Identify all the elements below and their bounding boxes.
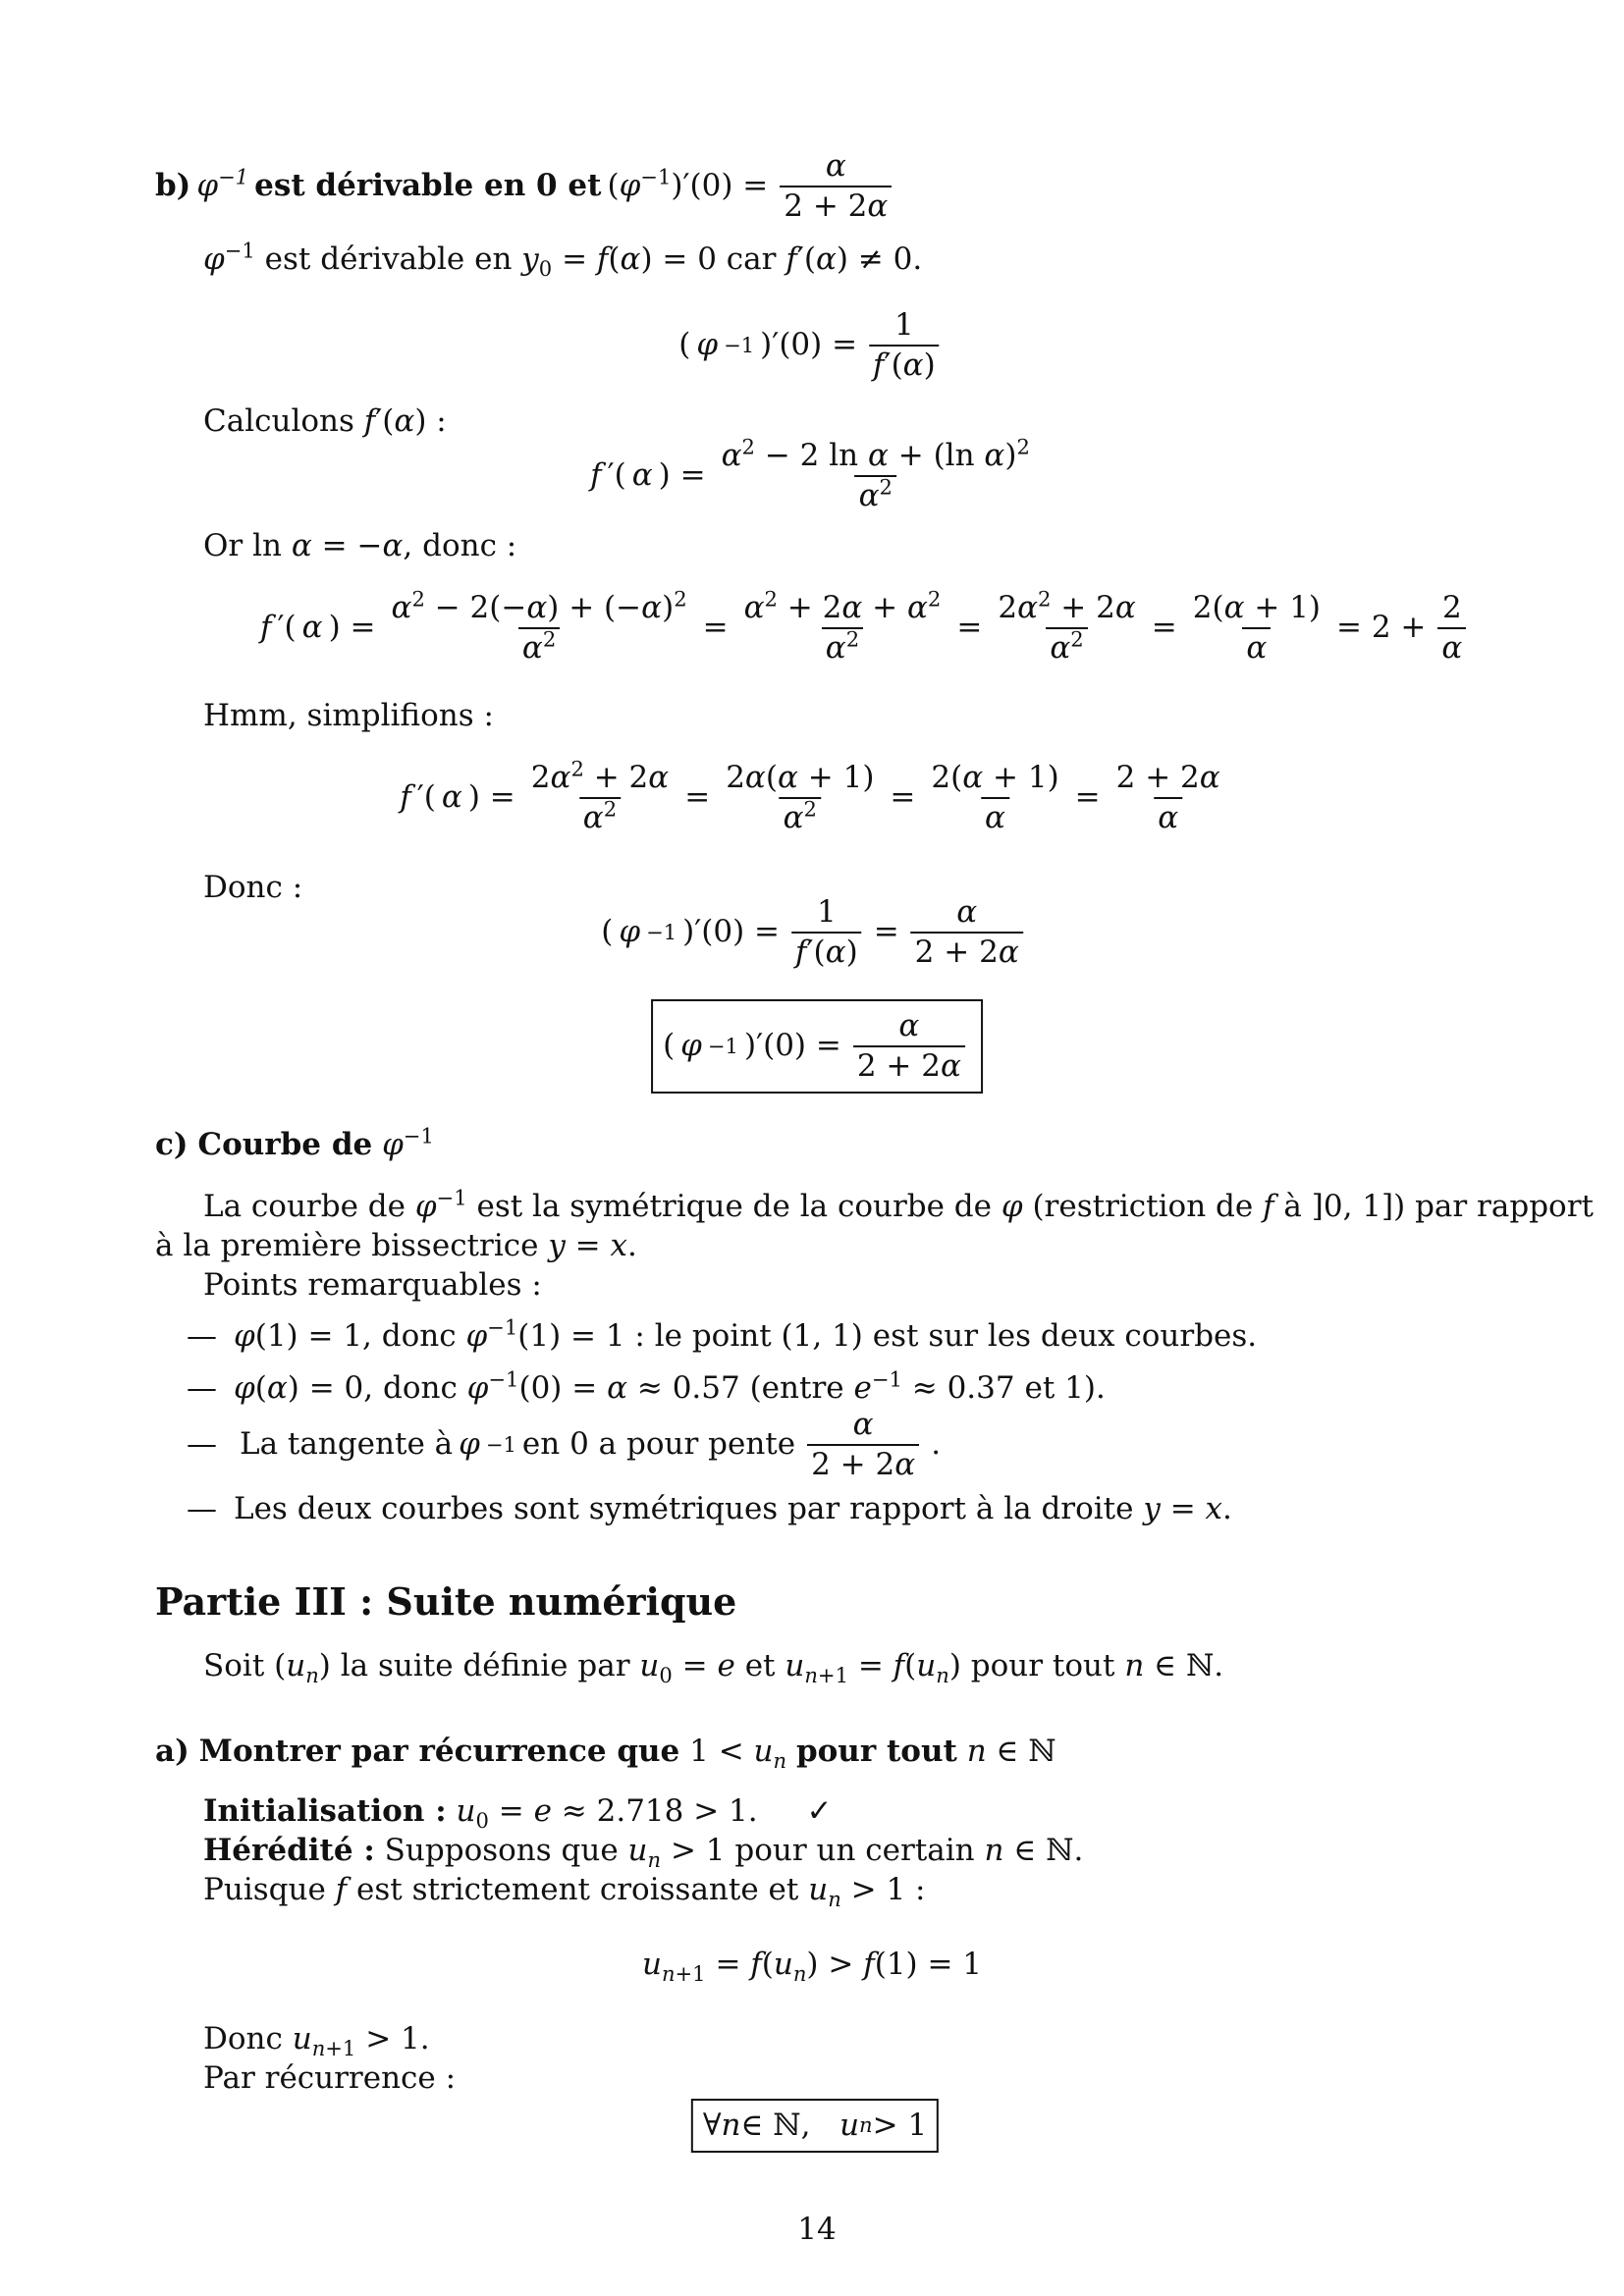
part3-intro: Soit $(u_n)$ la suite définie par $u_0 = e$ et $u_{n+1} = f(u_n)$ pour tout n ∈ ℕ. [203, 1648, 1224, 1688]
hmm-line: Hmm, simplifions : [203, 698, 494, 733]
donc-line: Donc : [203, 870, 303, 905]
section-b-title: b) $\varphi^{-1}$ est dérivable en 0 et $(\varphi^{-1})'(0)$ = $\frac{\alpha}{2 + 2\alpha}$ [155, 147, 897, 226]
par-recurrence: Par récurrence : [203, 2060, 457, 2096]
or-line: Or ln α = −α, donc : [203, 528, 517, 563]
boxed-result: ( φ −1 )′(0) = $\frac{\alpha}{2 + 2\alpha}$ [651, 999, 983, 1094]
bullet-1: — φ(1) = 1, donc $\varphi^{-1}(1) = 1$ : le point (1, 1) est sur les deux courbes. [187, 1314, 1258, 1354]
initialisation: Initialisation : $u_0 = e \approx 2.718 > 1$. ✓ [203, 1793, 833, 1834]
section-c-p2: à la première bissectrice y = x. [155, 1228, 637, 1263]
part3-heading: Partie III : Suite numérique [155, 1579, 737, 1624]
eq-fprime-chain: f ′( α ) = $\frac{\alpha^2 - 2(-\alpha) + (-\alpha)^2}{\alpha^2}$ = $\frac{\alpha^2 + 2\alpha + \alpha^2}{\alpha^2}$ = $\frac{2\alpha^2 + 2\alpha}{\alpha^2}$ = $\frac{2(\alpha + 1)}{\alpha}$ = 2 + $\frac{2}{\alpha}$ [260, 589, 1472, 667]
section-c-title: c) Courbe de $\varphi^{-1}$ [155, 1123, 434, 1162]
section-c-p1: La courbe de $\varphi^{-1}$ est la symétrique de la courbe de φ (restriction de f à ]0, 1]) par rapport [203, 1185, 1594, 1224]
puisque: Puisque f est strictement croissante et $u_n > 1$ : [203, 1872, 926, 1912]
bullet-4: — Les deux courbes sont symétriques par rapport à la droite y = x. [187, 1491, 1232, 1526]
bullet-2: — φ(α) = 0, donc $\varphi^{-1}(0) = \alpha \approx 0.57$ (entre $e^{-1} \approx 0.37$ et 1). [187, 1366, 1106, 1406]
check-icon: ✓ [806, 1793, 833, 1829]
boxed-conclusion: ∀ n ∈ ℕ, u n > 1 [691, 2099, 939, 2153]
eq-fprime: f ′( α ) = $\frac{\alpha^2 - 2 \ln \alpha + (\ln \alpha)^2}{\alpha^2}$ [590, 434, 1030, 513]
donc-un1: Donc $u_{n+1} > 1$. [203, 2021, 430, 2061]
points-remarquables: Points remarquables : [203, 1267, 542, 1303]
page-number: 14 [797, 2212, 837, 2247]
eq-recurrence: $u_{n+1} = f(u_n) > f(1) = 1$ [641, 1947, 983, 1987]
eq-simplify: f ′( α ) = $\frac{2\alpha^2 + 2\alpha}{\alpha^2}$ = $\frac{2\alpha(\alpha + 1)}{\alpha^2}$ = $\frac{2(\alpha + 1)}{\alpha}$ = $\frac{2 + 2\alpha}{\alpha}$ [400, 756, 1220, 835]
calculons-line: Calculons f′(α) : [203, 403, 447, 439]
heredite: Hérédité : Supposons que $u_n > 1$ pour un certain n ∈ ℕ. [203, 1833, 1084, 1873]
bullet-3: — La tangente à φ −1 en 0 a pour pente $\frac{\alpha}{2 + 2\alpha}$ . [187, 1407, 942, 1482]
eq-result: ( φ −1 )′(0) = $\frac{1}{f'(\alpha)}$ = $\frac{\alpha}{2 + 2\alpha}$ [601, 893, 1029, 972]
derivable-line: $\varphi^{-1}$ est dérivable en $y_0 = f(\alpha) = 0$ car f′(α) ≠ 0. [203, 238, 923, 282]
section-b-label: b) [155, 168, 191, 204]
part3-a-title: a) Montrer par récurrence que $1 < u_n$ pour tout n ∈ ℕ [155, 1734, 1056, 1774]
eq-inverse-derivative: ( φ −1 )′(0) = $\frac{1}{f'(\alpha)}$ [678, 306, 945, 385]
